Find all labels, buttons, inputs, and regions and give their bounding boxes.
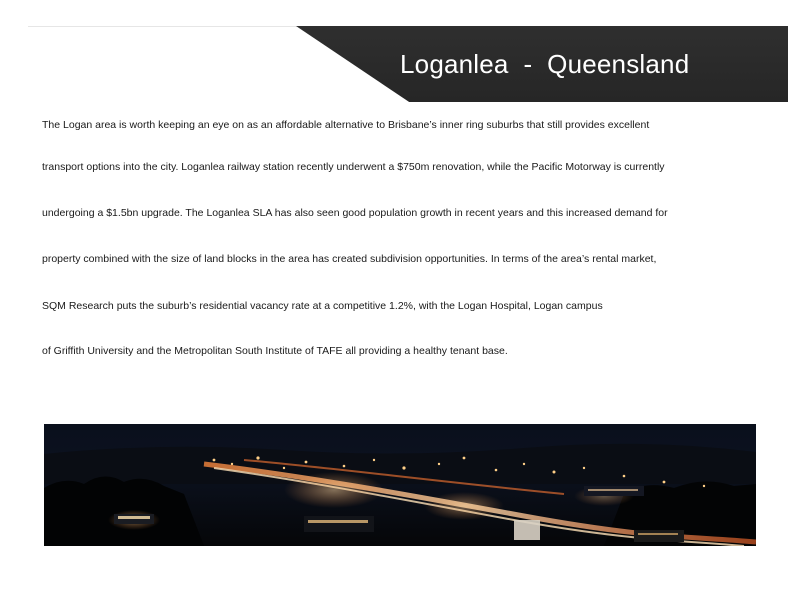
top-divider xyxy=(28,26,328,27)
city-night-photo xyxy=(44,424,756,546)
body-line: The Logan area is worth keeping an eye on as an affordable alternative to Brisbane’s inner ring suburbs that still provides excellent xyxy=(42,119,650,131)
body-line: property combined with the size of land blocks in the area has created subdivision opportunities. In terms of the area’s rental market, xyxy=(42,253,657,265)
page-title: Loganlea - Queensland xyxy=(400,49,690,79)
body-line: SQM Research puts the suburb’s residential vacancy rate at a competitive 1.2%, with the Logan Hospital, Logan campus xyxy=(42,300,603,312)
body-line: of Griffith University and the Metropolitan South Institute of TAFE all providing a healthy tenant base. xyxy=(42,345,508,357)
body-line: undergoing a $1.5bn upgrade. The Loganlea SLA has also seen good population growth in recent years and this increased demand for xyxy=(42,207,668,219)
body-line: transport options into the city. Loganlea railway station recently underwent a $750m renovation, while the Pacific Motorway is currently xyxy=(42,161,665,173)
